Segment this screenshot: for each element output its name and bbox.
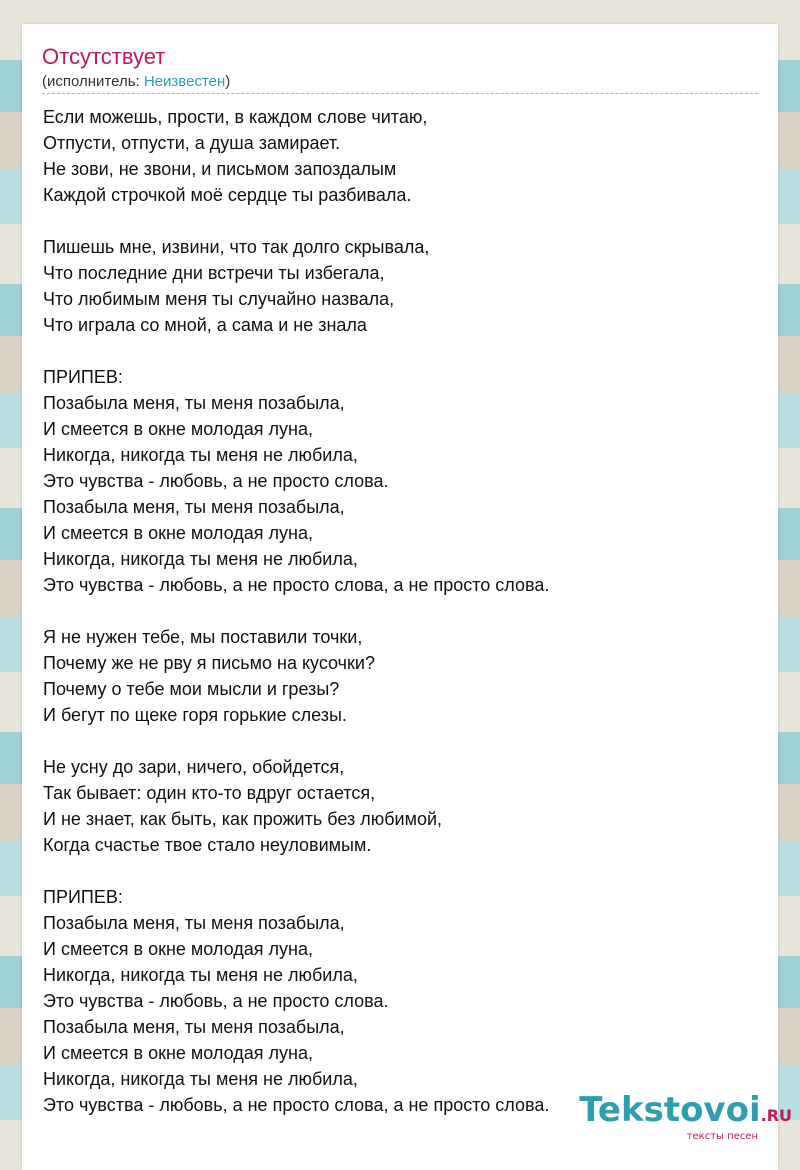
lyric-line: И смеется в окне молодая луна, [43,523,313,543]
lyric-line: Позабыла меня, ты меня позабыла, [43,497,345,517]
performer-line [42,73,230,90]
lyric-line: Это чувства - любовь, а не просто слова. [43,991,389,1011]
lyric-line: Никогда, никогда ты меня не любила, [43,1069,358,1089]
lyric-line: Позабыла меня, ты меня позабыла, [43,913,345,933]
lyric-line: Так бывает: один кто-то вдруг остается, [43,783,376,803]
lyric-line: Пишешь мне, извини, что так долго скрывала, [43,237,430,257]
logo-tagline: тексты песен [686,1131,758,1142]
lyric-line: И смеется в окне молодая луна, [43,939,313,959]
song-title: Отсутствует [42,44,166,69]
lyric-line: И бегут по щеке горя горькие слезы. [43,705,347,725]
lyric-line: Позабыла меня, ты меня позабыла, [43,1017,345,1037]
lyric-line: Это чувства - любовь, а не просто слова. [43,471,389,491]
logo-name: Tekstovoi [579,1090,761,1130]
stanza [43,234,549,338]
lyric-line: Отпусти, отпусти, а душа замирает. [43,133,341,153]
logo-tld: .RU [760,1106,792,1125]
logo-wordmark [579,1090,792,1133]
stanza [43,364,549,598]
lyric-line: ПРИПЕВ: [43,887,123,907]
lyric-line: Что любимым меня ты случайно назвала, [43,289,395,309]
stanza [43,754,549,858]
stanza [43,624,549,728]
lyric-line: ПРИПЕВ: [43,367,123,387]
lyric-line: Почему о тебе мои мысли и грезы? [43,679,340,699]
lyric-line: И не знает, как быть, как прожить без любимой, [43,809,443,829]
stanza [43,884,549,1118]
lyric-line: Что последние дни встречи ты избегала, [43,263,385,283]
lyric-line: Я не нужен тебе, мы поставили точки, [43,627,363,647]
lyric-line: Это чувства - любовь, а не просто слова, а не просто слова. [43,575,550,595]
lyric-line: Позабыла меня, ты меня позабыла, [43,393,345,413]
site-logo[interactable] [579,1090,792,1142]
lyric-line: Не зови, не звони, и письмом запоздалым [43,159,397,179]
title-divider [42,93,758,94]
lyric-line: Что играла со мной, а сама и не знала [43,315,367,335]
performer-prefix: (исполнитель: [42,73,144,90]
lyric-line: Это чувства - любовь, а не просто слова, а не просто слова. [43,1095,550,1115]
lyric-line: И смеется в окне молодая луна, [43,1043,313,1063]
lyric-line: Если можешь, прости, в каждом слове читаю, [43,107,428,127]
lyric-line: Каждой строчкой моё сердце ты разбивала. [43,185,412,205]
lyrics-sheet [22,24,778,1170]
lyric-line: Никогда, никогда ты меня не любила, [43,445,358,465]
lyric-line: Не усну до зари, ничего, обойдется, [43,757,345,777]
lyrics-body [43,104,549,1144]
lyric-line: Никогда, никогда ты меня не любила, [43,549,358,569]
lyric-line: Когда счастье твое стало неуловимым. [43,835,372,855]
lyric-line: Почему же не рву я письмо на кусочки? [43,653,375,673]
stanza [43,104,549,208]
performer-suffix: ) [225,73,231,90]
performer-link[interactable]: Неизвестен [143,73,226,90]
lyric-line: И смеется в окне молодая луна, [43,419,313,439]
lyric-line: Никогда, никогда ты меня не любила, [43,965,358,985]
